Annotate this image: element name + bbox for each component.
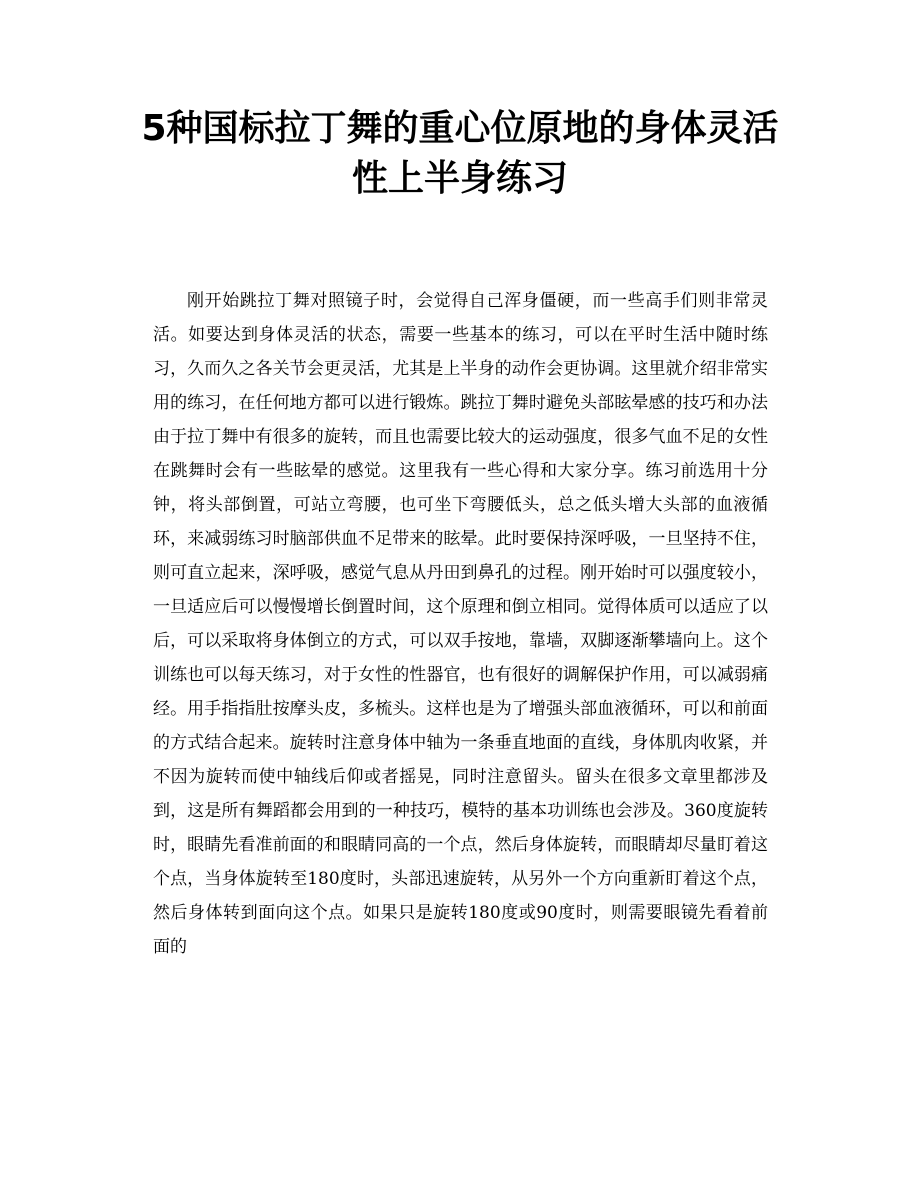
body-paragraph: 刚开始跳拉丁舞对照镜子时，会觉得自己浑身僵硬，而一些高手们则非常灵活。如要达到身体灵活的状态，需要一些基本的练习，可以在平时生活中随时练习，久而久之各关节会更灵活，尤其是上半身的动作会更协调。这里就介绍非常实用的练习，在任何地方都可以进行锻炼。跳拉丁舞时避免头部眩晕感的技巧和办法由于拉丁舞中有很多的旋转，而且也需要比较大的运动强度，很多气血不足的女性在跳舞时会有一些眩晕的感觉。这里我有一些心得和大家分享。练习前选用十分钟，将头部倒置，可站立弯腰，也可坐下弯腰低头，总之低头增大头部的血液循环，来减弱练习时脑部供血不足带来的眩晕。此时要保持深呼吸，一旦坚持不住，则可直立起来，深呼吸，感觉气息从丹田到鼻孔的过程。刚开始时可以强度较小，一旦适应后可以慢慢增长倒置时间，这个原理和倒立相同。觉得体质可以适应了以后，可以采取将身体倒立的方式，可以双手按地，靠墙，双脚逐渐攀墙向上。这个训练也可以每天练习，对于女性的性器官，也有很好的调解保护作用，可以减弱痛经。用手指指肚按摩头皮，多梳头。这样也是为了增强头部血液循环，可以和前面的方式结合起来。旋转时注意身体中轴为一条垂直地面的直线，身体肌肉收紧，并不因为旋转而使中轴线后仰或者摇晃，同时注意留头。留头在很多文章里都涉及到，这是所有舞蹈都会用到的一种技巧，模特的基本功训练也会涉及。360度旋转时，眼睛先看准前面的和眼睛同高的一个点，然后身体旋转，而眼睛却尽量盯着这个点，当身体旋转至180度时，头部迅速旋转，从另外一个方向重新盯着这个点，然后身体转到面向这个点。如果只是旋转180度或90度时，则需要眼镜先看着前面的 (153, 291, 768, 957)
document-title: 5种国标拉丁舞的重心位原地的身体灵活性上半身练习 (141, 108, 779, 199)
